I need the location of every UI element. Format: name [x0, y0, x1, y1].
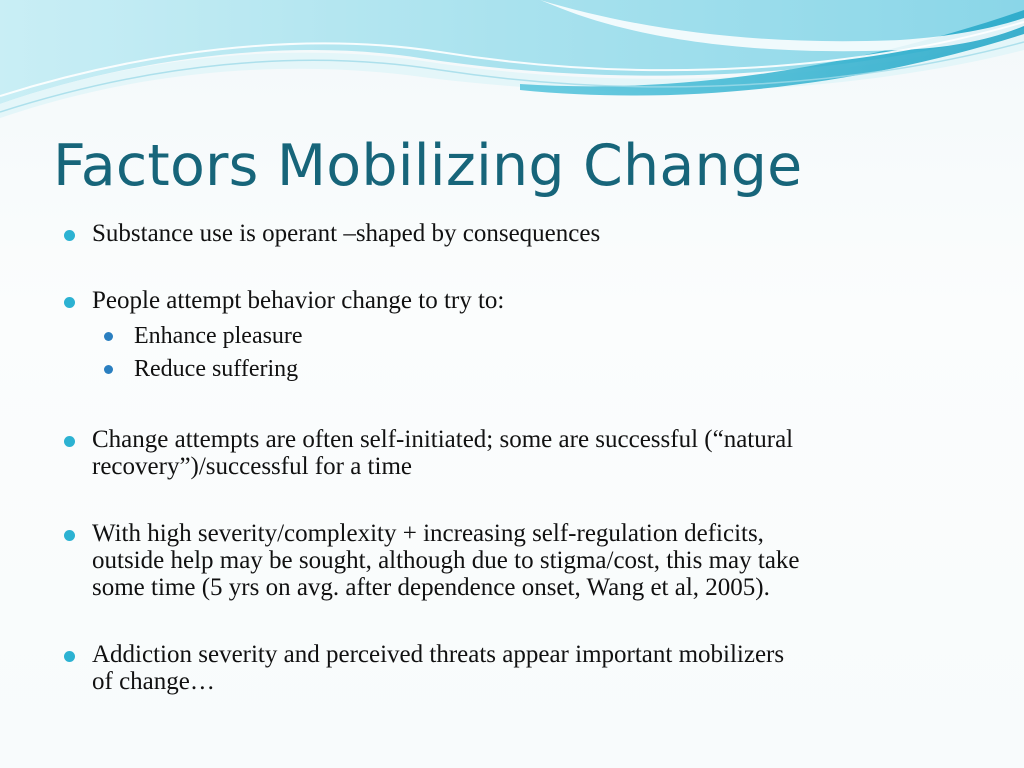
sub-bullet-item — [104, 353, 974, 386]
sub-bullet-text: Reduce suffering — [134, 356, 299, 382]
sub-bullet-text: Enhance pleasure — [134, 323, 303, 349]
wave-header-decoration — [0, 0, 1024, 120]
bullet-dot-icon — [64, 436, 75, 447]
sub-bullet-dot-icon — [104, 332, 113, 341]
bullet-text: Change attempts are often self-initiated; some are successful (“natural recovery”)/successful for a time — [92, 426, 794, 480]
wave-band-light — [0, 0, 1024, 104]
sub-bullet-list — [104, 320, 974, 386]
sub-bullet-dot-icon — [104, 365, 113, 374]
bullet-item — [64, 220, 974, 247]
bullet-dot-icon — [64, 651, 75, 662]
bullet-item — [64, 426, 974, 480]
bullet-text: With high severity/complexity + increasing self-regulation deficits, outside help may be sought, although due to stigma/cost, this may take some time (5 yrs on avg. after dependence onset, Wang et al, 2005). — [92, 520, 800, 601]
slide-title: Factors Mobilizing Change — [53, 133, 803, 199]
bullet-text: People attempt behavior change to try to: — [92, 287, 505, 314]
bullet-text: Addiction severity and perceived threats appear important mobilizers of change… — [92, 641, 785, 695]
bullet-item — [64, 287, 974, 386]
bullet-dot-icon — [64, 230, 75, 241]
bullet-text: Substance use is operant –shaped by consequences — [92, 220, 601, 247]
bullet-item — [64, 520, 974, 601]
bullet-item — [64, 641, 974, 695]
bullet-dot-icon — [64, 297, 75, 308]
bullet-list — [64, 216, 974, 695]
sub-bullet-item — [104, 320, 974, 353]
bullet-dot-icon — [64, 530, 75, 541]
